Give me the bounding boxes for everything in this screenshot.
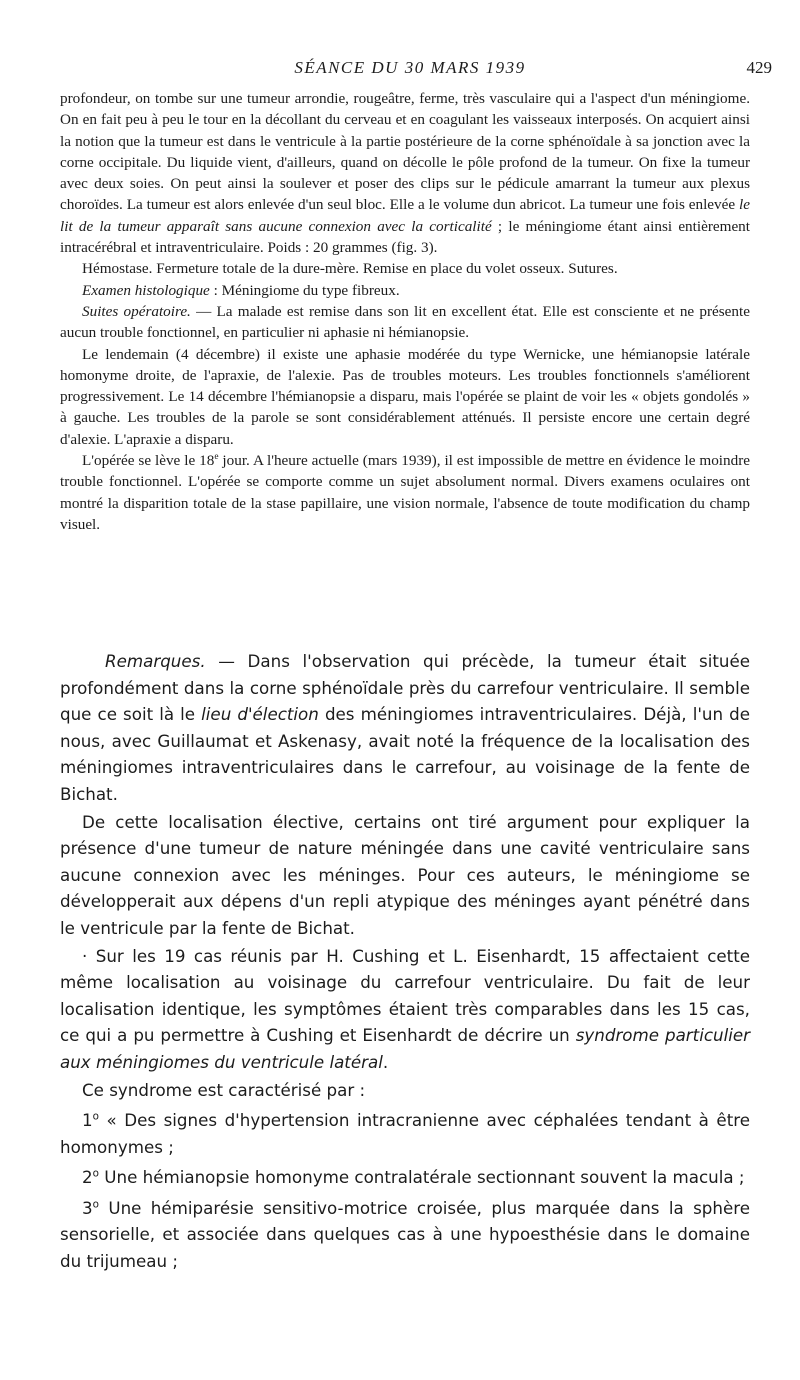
item-number: 3 [82, 1197, 93, 1218]
remarks-paragraph [60, 943, 750, 1076]
syndrome-list-item [60, 1107, 750, 1160]
observation-paragraph: Hémostase. Fermeture totale de la dure-mère. Remise en place du volet osseux. Sutures. [82, 260, 618, 278]
text-run: — Dans l'observation qui précède, la tumeur était située profondément dans la corne sphénoïdale près du carrefour ventriculaire. Il semble que ce soit là le [60, 651, 750, 724]
italic-text-run: le lit de la tumeur apparaît sans aucune connexion avec la corticalité [60, 196, 750, 235]
text-run: L'opérée se lève le 18 [82, 452, 215, 470]
observation-paragraph [60, 88, 750, 258]
text-run: — La malade est remise dans son lit en excellent état. Elle est consciente et ne présente aucun trouble fonctionnel, en particulier ni aphasie ni hémianopsie. [60, 302, 750, 342]
remarks-section [60, 648, 750, 1276]
page-number: 429 [746, 58, 772, 77]
observation-paragraph: Le lendemain (4 décembre) il existe une aphasie modérée du type Wernicke, une hémianopsie latérale homonyme droite, de l'apraxie, de l'alexie. Pas de troubles moteurs. Les troubles fonctionnels s'améliorent progressivement. Le 14 décembre l'hémianopsie a disparu, mais l'opérée se plaint de voir les « objets gondolés » à gauche. Les troubles de la parole se sont considérablement atténués. Il persiste encore une certain degré d'alexie. L'apraxie a disparu. [60, 345, 750, 448]
section-heading-italic: Examen histologique [82, 281, 210, 299]
observation-paragraph [60, 450, 750, 535]
text-run: : Méningiome du type fibreux. [209, 281, 400, 299]
running-title: SÉANCE DU 30 MARS 1939 [294, 58, 526, 77]
item-text: Une hémiparésie sensitivo-motrice croisée, plus marquée dans la sphère sensorielle, et associée dans quelques cas à une hypoesthésie dans le domaine du trijumeau ; [60, 1197, 750, 1271]
italic-text-run: lieu d'élection [201, 704, 319, 724]
text-run: ; le méningiome étant ainsi entièrement intracérébral et intraventriculaire. Poids : 20 grammes (fig. 3). [60, 217, 750, 257]
text-run: profondeur, on tombe sur une tumeur arrondie, rougeâtre, ferme, très vasculaire qui a l'aspect d'un méningiome. On en fait peu à peu le tour en la décollant du cerveau et en coagulant les vaisseaux interposés. On acquiert ainsi la notion que la tumeur est dans le ventricule à la partie postérieure de la corne sphénoïdale à sa jonction avec la corne occipitale. Du liquide vient, d'ailleurs, quand on décolle le pôle profond de la tumeur. On fixe la tumeur avec deux soies. On peut ainsi la soulever et poser des clips sur le pédicule amarrant la tumeur aux plexus choroïdes. La tumeur est alors enlevée d'un seul bloc. Elle a le volume dun abricot. La tumeur une fois enlevée [60, 90, 750, 214]
superscript: o [92, 1167, 99, 1180]
item-text: « Des signes d'hypertension intracranienne avec céphalées tendant à être homonymes ; [60, 1110, 750, 1157]
text-run: jour. A l'heure actuelle (mars 1939), il est impossible de mettre en évidence le moindre trouble fonctionnel. L'opérée se comporte comme un sujet absolument normal. Divers examens oculaires ont montré la disparition totale de la stase papillaire, une vision normale, l'absence de toute modification du champ visuel. [60, 452, 751, 533]
case-observation-text [60, 88, 750, 535]
syndrome-list-item [60, 1164, 750, 1191]
remarks-paragraph: De cette localisation élective, certains ont tiré argument pour expliquer la présence d'une tumeur de nature méningée dans une cavité ventriculaire sans aucune connexion avec les méninges. Pour ces auteurs, le méningiome se développerait aux dépens d'un repli atypique des méninges ayant pénétré dans le ventricule par la fente de Bichat. [60, 811, 750, 938]
remarks-paragraph: Ce syndrome est caractérisé par : [82, 1079, 366, 1100]
observation-paragraph [60, 280, 750, 301]
syndrome-list-item [60, 1195, 750, 1275]
superscript: o [92, 1197, 99, 1210]
italic-text-run: syndrome particulier aux méningiomes du ventricule latéral [60, 1025, 750, 1072]
remarks-paragraph [60, 648, 750, 807]
superscript: e [214, 451, 219, 462]
text-run: · Sur les 19 cas réunis par H. Cushing et L. Eisenhardt, 15 affectaient cette même localisation au voisinage du carrefour ventriculaire. Du fait de leur localisation identique, les symptômes étaient très comparables dans les 15 cas, ce qui a pu permettre à Cushing et Eisenhardt de décrire un [60, 945, 750, 1045]
item-text: Une hémianopsie homonyme contralatérale sectionnant souvent la macula ; [98, 1167, 745, 1187]
observation-paragraph [60, 301, 750, 344]
item-number: 1 [82, 1110, 93, 1130]
page-header [60, 58, 772, 84]
text-run: des méningiomes intraventriculaires. Déjà, l'un de nous, avec Guillaumat et Askenasy, avait noté la fréquence de la localisation des méningiomes intraventriculaires dans le carrefour, au voisinage de la fente de Bichat. [60, 704, 751, 804]
superscript: o [92, 1110, 99, 1123]
section-heading-italic: Suites opératoire. [82, 302, 191, 320]
item-number: 2 [82, 1167, 93, 1187]
remarks-heading: Remarques. [105, 651, 206, 671]
text-run: . [382, 1051, 389, 1072]
